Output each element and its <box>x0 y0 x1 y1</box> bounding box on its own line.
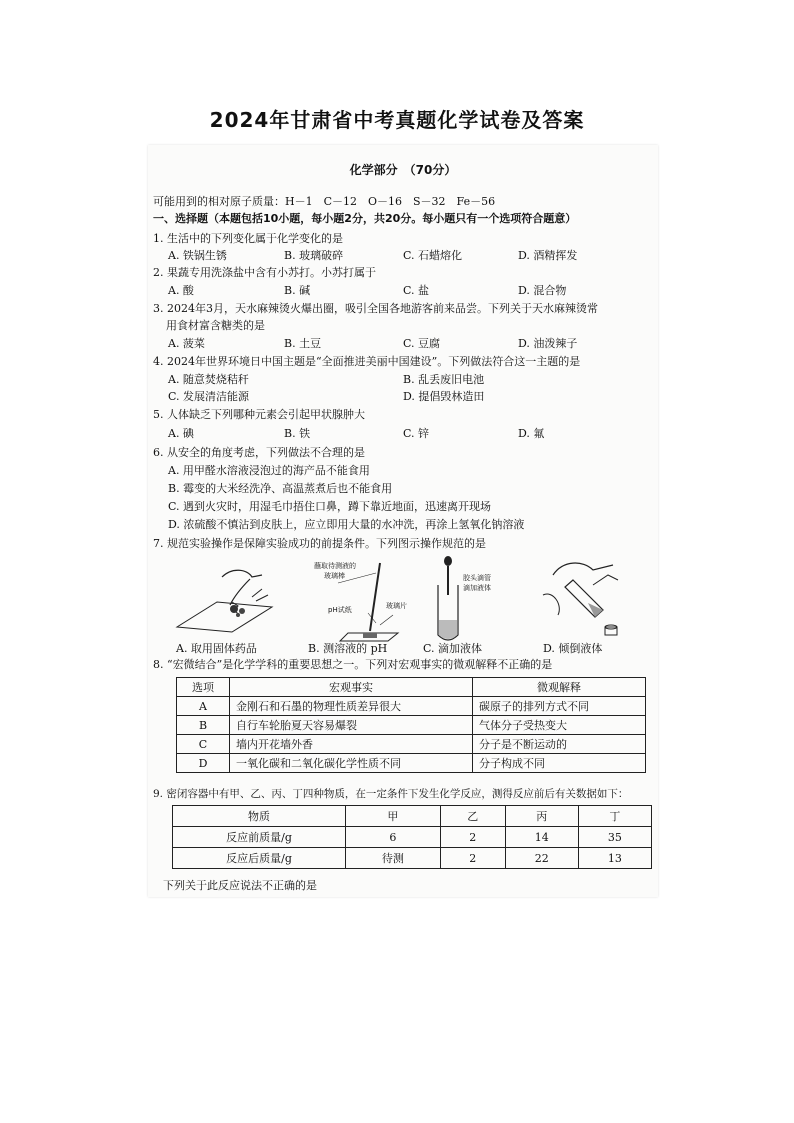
q9-after-text: 下列关于此反应说法不正确的是 <box>163 879 317 892</box>
table-header-cell: 宏观事实 <box>230 678 473 697</box>
fig-b-caption: B. 测溶液的 pH <box>308 642 388 655</box>
q8-table <box>176 677 646 773</box>
table-header-cell: 选项 <box>177 678 230 697</box>
q3-option-c: C. 豆腐 <box>403 337 441 350</box>
table-header-cell: 微观解释 <box>473 678 646 697</box>
fig-d-caption: D. 倾倒液体 <box>543 642 603 655</box>
table-cell: 14 <box>505 827 578 848</box>
q5-option-d: D. 氟 <box>518 427 545 440</box>
table-cell: 自行车轮胎夏天容易爆裂 <box>230 716 473 735</box>
q3-stem-line1: 3. 2024年3月，天水麻辣烫火爆出圈，吸引全国各地游客前来品尝。下列关于天水麻辣烫常 <box>153 302 598 315</box>
fig-b-label-glass-plate: 玻璃片 <box>386 602 407 610</box>
q2-option-c: C. 盐 <box>403 284 430 297</box>
table-header-cell: 甲 <box>346 806 441 827</box>
table-cell: 一氧化碳和二氧化碳化学性质不同 <box>230 754 473 773</box>
table-cell: D <box>177 754 230 773</box>
q4-option-a: A. 随意焚烧秸秆 <box>168 373 249 386</box>
table-row <box>177 697 646 716</box>
q6-option-a: A. 用甲醛水溶液浸泡过的海产品不能食用 <box>168 464 370 477</box>
q1-option-d: D. 酒精挥发 <box>518 249 578 262</box>
q2-option-a: A. 酸 <box>168 284 194 297</box>
fig-c-label-add-liquid: 滴加液体 <box>463 584 491 592</box>
table-cell: 分子是不断运动的 <box>473 735 646 754</box>
table-cell: B <box>177 716 230 735</box>
q6-option-b: B. 霉变的大米经洗净、高温蒸煮后也不能食用 <box>168 482 393 495</box>
fig-c-dropper <box>428 555 468 645</box>
table-cell: 反应后质量/g <box>173 848 346 869</box>
scanned-exam-page <box>148 145 658 897</box>
q1-option-b: B. 玻璃破碎 <box>284 249 344 262</box>
table-cell: 反应前质量/g <box>173 827 346 848</box>
q5-stem: 5. 人体缺乏下列哪种元素会引起甲状腺肿大 <box>153 408 365 421</box>
q9-table <box>172 805 652 869</box>
q4-option-d: D. 提倡毁林造田 <box>403 390 485 403</box>
q2-option-b: B. 碱 <box>284 284 311 297</box>
q1-option-a: A. 铁锅生锈 <box>168 249 227 262</box>
section-title: 化学部分 （70分） <box>349 163 457 177</box>
table-cell: 墙内开花墙外香 <box>230 735 473 754</box>
document-title: 2024年甘肃省中考真题化学试卷及答案 <box>209 108 585 132</box>
q1-stem: 1. 生活中的下列变化属于化学变化的是 <box>153 232 343 245</box>
fig-a-caption: A. 取用固体药品 <box>176 642 257 655</box>
table-cell: 碳原子的排列方式不同 <box>473 697 646 716</box>
table-header-row <box>173 806 652 827</box>
atomic-masses: 可能用到的相对原子质量：H－1 C－12 O－16 S－32 Fe－56 <box>153 195 496 208</box>
fig-b-label-dropper-rod-1: 蘸取待测液的 <box>314 562 356 570</box>
fig-c-label-dropper: 胶头滴管 <box>463 574 491 582</box>
q3-option-d: D. 油泼辣子 <box>518 337 578 350</box>
q1-option-c: C. 石蜡熔化 <box>403 249 463 262</box>
fig-b-label-ph-paper: pH试纸 <box>328 606 352 614</box>
table-cell: 待测 <box>346 848 441 869</box>
q7-stem: 7. 规范实验操作是保障实验成功的前提条件。下列图示操作规范的是 <box>153 537 486 550</box>
q2-stem: 2. 果蔬专用洗涤盐中含有小苏打。小苏打属于 <box>153 266 376 279</box>
table-header-cell: 物质 <box>173 806 346 827</box>
table-header-cell: 丙 <box>505 806 578 827</box>
table-row <box>177 716 646 735</box>
q5-option-a: A. 碘 <box>168 427 194 440</box>
q5-option-b: B. 铁 <box>284 427 311 440</box>
table-cell: A <box>177 697 230 716</box>
q4-option-c: C. 发展清洁能源 <box>168 390 250 403</box>
table-cell: 22 <box>505 848 578 869</box>
q6-stem: 6. 从安全的角度考虑，下列做法不合理的是 <box>153 446 365 459</box>
table-cell: 金刚石和石墨的物理性质差异很大 <box>230 697 473 716</box>
table-cell: 6 <box>346 827 441 848</box>
table-cell: 分子构成不同 <box>473 754 646 773</box>
q3-option-b: B. 土豆 <box>284 337 322 350</box>
q9-stem: 9. 密闭容器中有甲、乙、丙、丁四种物质，在一定条件下发生化学反应，测得反应前后有关数据如下： <box>153 788 629 800</box>
table-cell: 2 <box>440 827 505 848</box>
q3-option-a: A. 菠菜 <box>168 337 205 350</box>
table-cell: C <box>177 735 230 754</box>
q2-option-d: D. 混合物 <box>518 284 567 297</box>
table-row <box>173 848 652 869</box>
table-cell: 气体分子受热变大 <box>473 716 646 735</box>
table-cell: 35 <box>578 827 651 848</box>
table-row <box>177 754 646 773</box>
fig-d-pour-liquid <box>533 555 633 640</box>
table-cell: 13 <box>578 848 651 869</box>
q4-option-b: B. 乱丢废旧电池 <box>403 373 485 386</box>
q5-option-c: C. 锌 <box>403 427 430 440</box>
part1-header: 一、选择题（本题包括10小题，每小题2分，共20分。每小题只有一个选项符合题意） <box>153 212 577 225</box>
q6-option-c: C. 遇到火灾时，用湿毛巾捂住口鼻，蹲下靠近地面，迅速离开现场 <box>168 500 492 513</box>
q6-option-d: D. 浓硫酸不慎沾到皮肤上，应立即用大量的水冲洗，再涂上氢氧化钠溶液 <box>168 518 525 531</box>
fig-a-solid-reagent <box>172 557 282 637</box>
fig-b-label-dropper-rod-2: 玻璃棒 <box>324 572 345 580</box>
q3-stem-line2: 用食材富含糖类的是 <box>166 319 265 332</box>
table-row <box>173 827 652 848</box>
table-row <box>177 735 646 754</box>
q8-stem: 8. “宏微结合”是化学学科的重要思想之一。下列对宏观事实的微观解释不正确的是 <box>153 658 553 671</box>
table-cell: 2 <box>440 848 505 869</box>
table-header-row <box>177 678 646 697</box>
table-header-cell: 丁 <box>578 806 651 827</box>
table-header-cell: 乙 <box>440 806 505 827</box>
q4-stem: 4. 2024年世界环境日中国主题是“全面推进美丽中国建设”。下列做法符合这一主题的是 <box>153 355 581 368</box>
fig-c-caption: C. 滴加液体 <box>423 642 483 655</box>
